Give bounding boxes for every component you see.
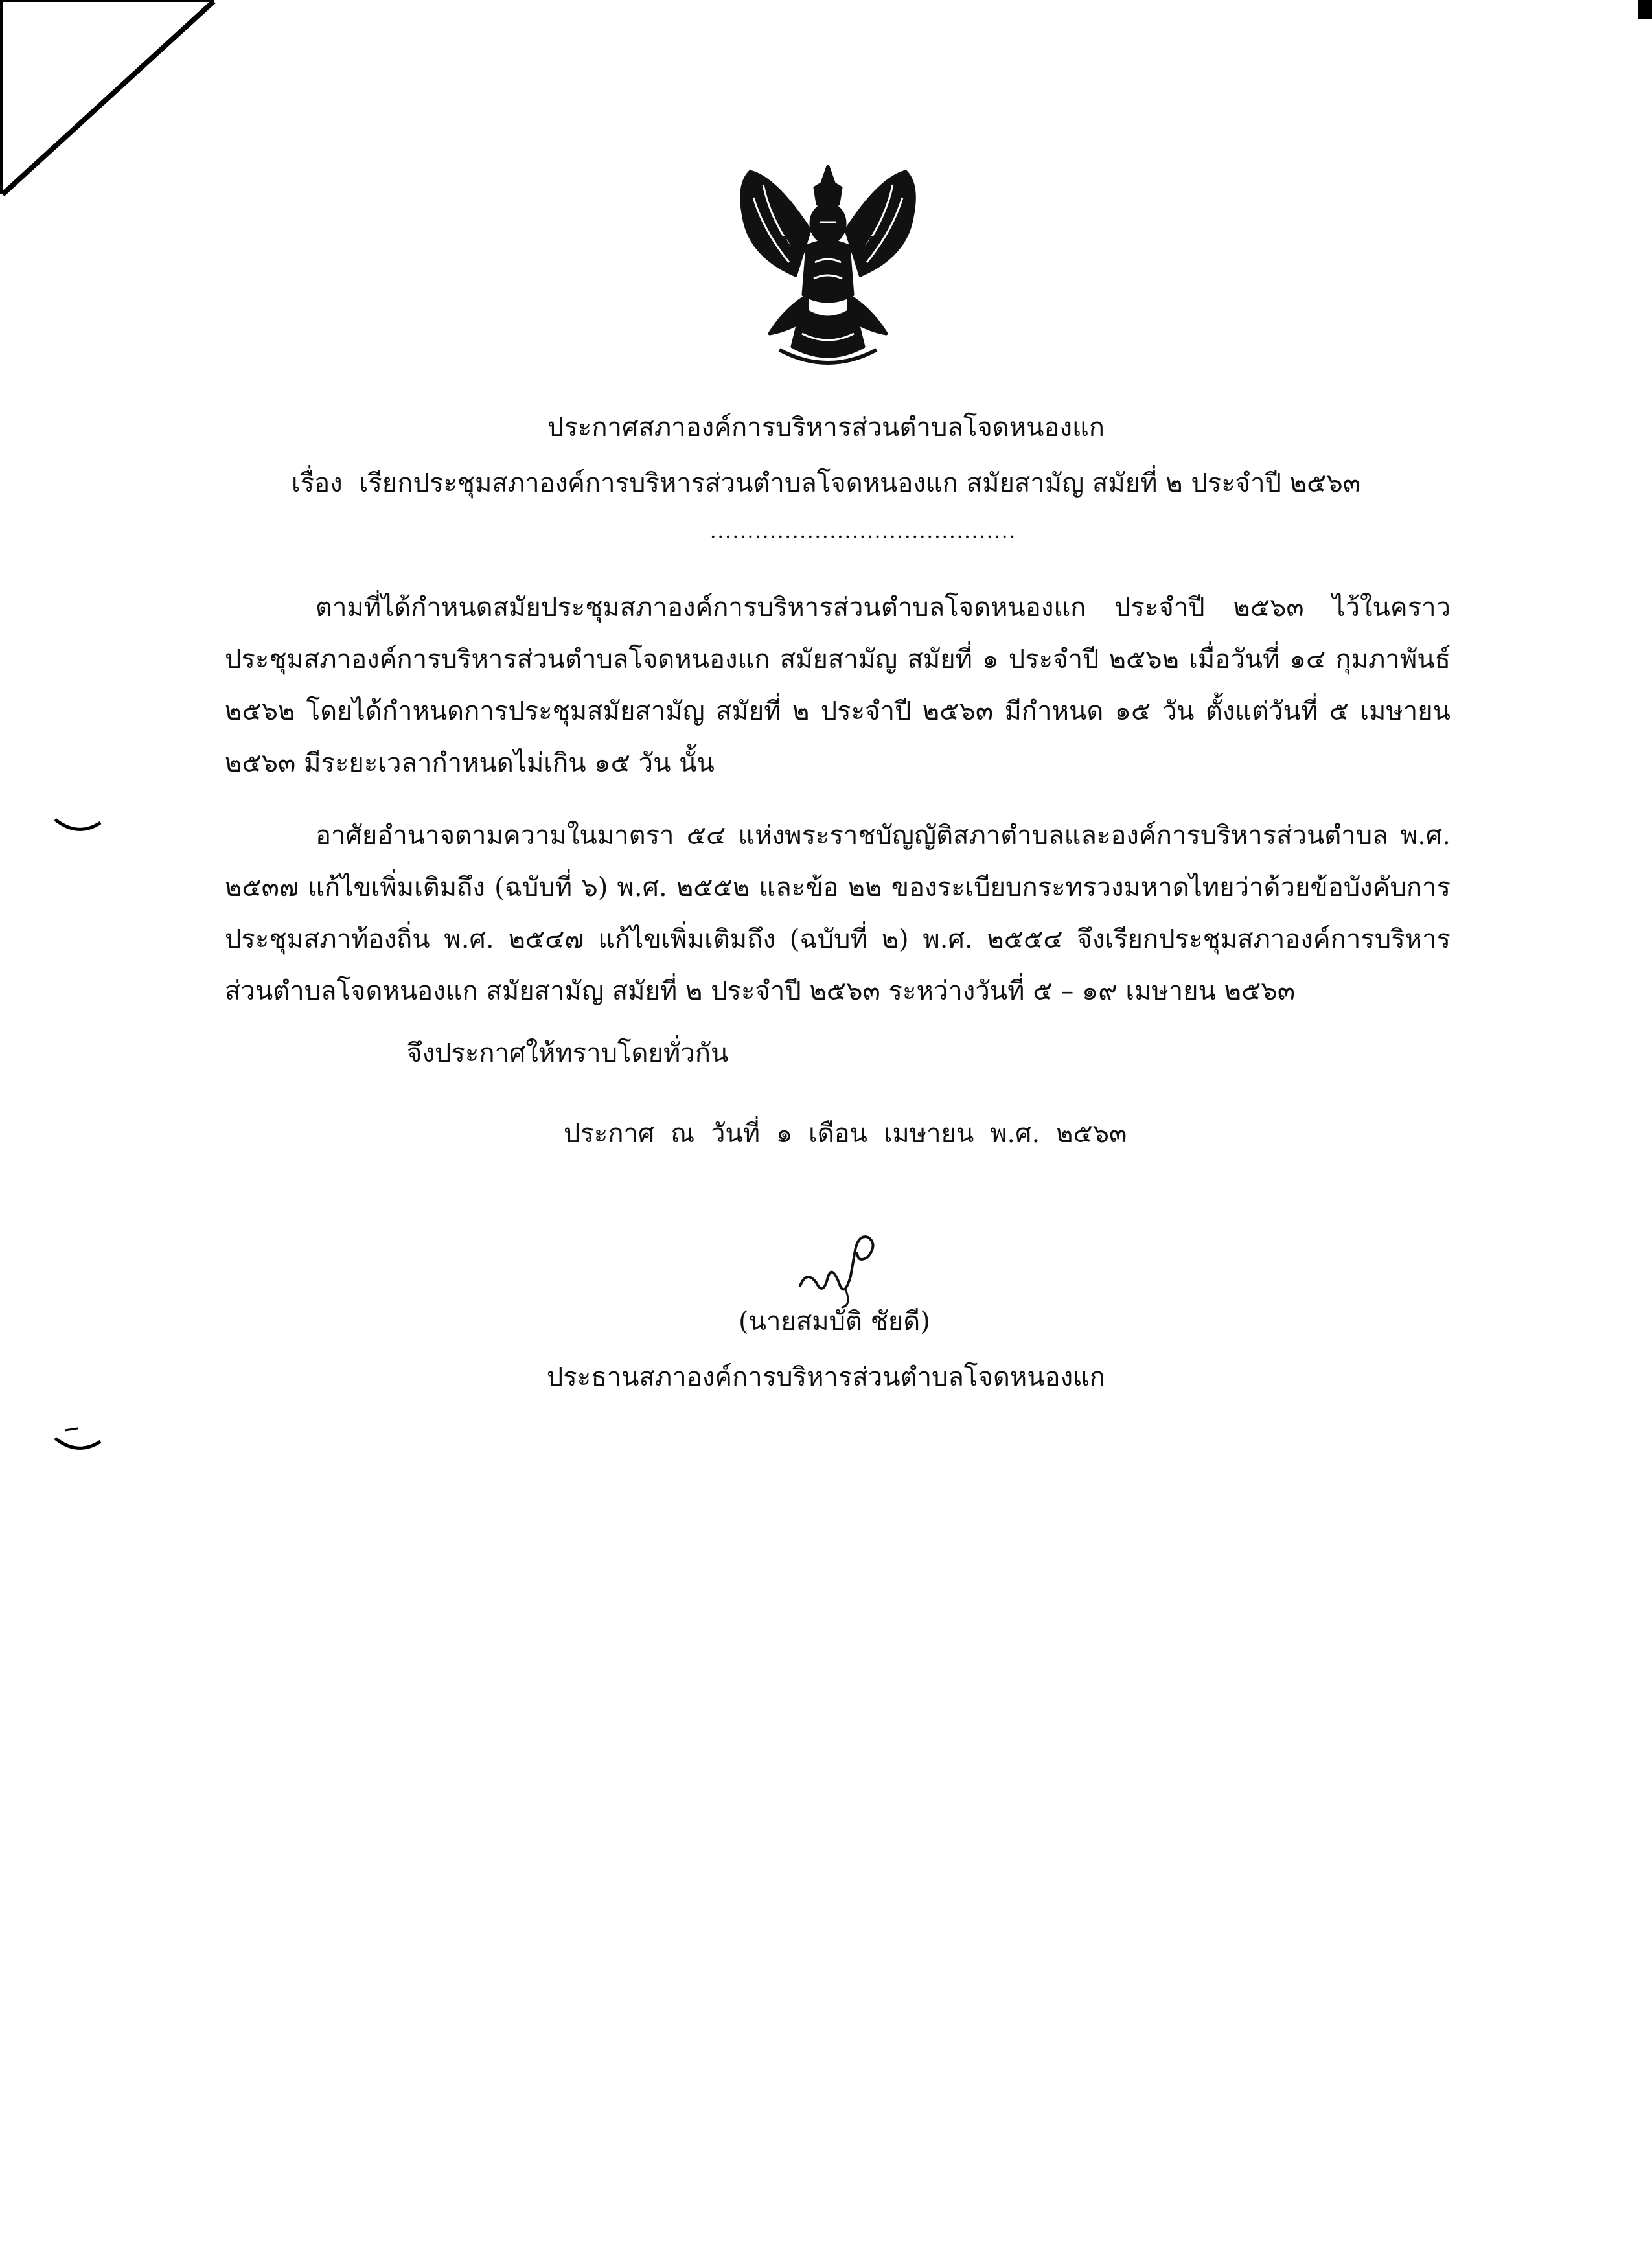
signer-name: (นายสมบัติ ชัยดี)	[739, 1307, 930, 1336]
subject-label: เรื่อง	[291, 468, 343, 498]
body-paragraph-1: ตามที่ได้กำหนดสมัยประชุมสภาองค์การบริหารส่วนตำบลโจดหนองแก ประจำปี ๒๕๖๓ ไว้ในคราวประชุมสภาองค์การบริหารส่วนตำบลโจดหนองแก สมัยสามัญ สมัยที่ ๑ ประจำปี ๒๕๖๒ เมื่อวันที่ ๑๔ กุมภาพันธ์ ๒๕๖๒ โดยได้กำหนดการประชุมสมัยสามัญ สมัยที่ ๒ ประจำปี ๒๕๖๓ มีกำหนด ๑๕ วัน ตั้งแต่วันที่ ๕ เมษายน ๒๕๖๓ มีระยะเวลากำหนดไม่เกิน ๑๕ วัน นั้น	[225, 593, 1451, 778]
scan-speck	[52, 1425, 104, 1458]
signer-position: ประธานสภาองค์การบริหารส่วนตำบลโจดหนองแก	[546, 1362, 1106, 1392]
scan-speck	[52, 813, 104, 839]
handwritten-signature	[787, 1224, 891, 1309]
subject-text: เรียกประชุมสภาองค์การบริหารส่วนตำบลโจดหนองแก สมัยสามัญ สมัยที่ ๒ ประจำปี ๒๕๖๓	[359, 468, 1361, 498]
scan-corner-mark	[0, 0, 220, 207]
body-paragraph-2: อาศัยอำนาจตามความในมาตรา ๕๔ แห่งพระราชบัญญัติสภาตำบลและองค์การบริหารส่วนตำบล พ.ศ. ๒๕๓๗ แก้ไขเพิ่มเติมถึง (ฉบับที่ ๖) พ.ศ. ๒๕๕๒ และข้อ ๒๒ ของระเบียบกระทรวงมหาดไทยว่าด้วยข้อบังคับการประชุมสภาท้องถิ่น พ.ศ. ๒๕๔๗ แก้ไขเพิ่มเติมถึง (ฉบับที่ ๒) พ.ศ. ๒๕๕๔ จึงเรียกประชุมสภาองค์การบริหารส่วนตำบลโจดหนองแก สมัยสามัญ สมัยที่ ๒ ประจำปี ๒๕๖๓ ระหว่างวันที่ ๕ – ๑๙ เมษายน ๒๕๖๓	[225, 821, 1451, 1006]
announcement-date: ประกาศ ณ วันที่ ๑ เดือน เมษายน พ.ศ. ๒๕๖๓	[564, 1119, 1127, 1149]
announcement-subject-line	[0, 465, 1652, 501]
separator-dots: .........................................	[710, 520, 1016, 543]
announcement-title: ประกาศสภาองค์การบริหารส่วนตำบลโจดหนองแก	[547, 413, 1105, 442]
scan-edge-mark	[1638, 0, 1652, 19]
closing-statement: จึงประกาศให้ทราบโดยทั่วกัน	[407, 1038, 729, 1068]
garuda-emblem-icon	[724, 159, 932, 372]
